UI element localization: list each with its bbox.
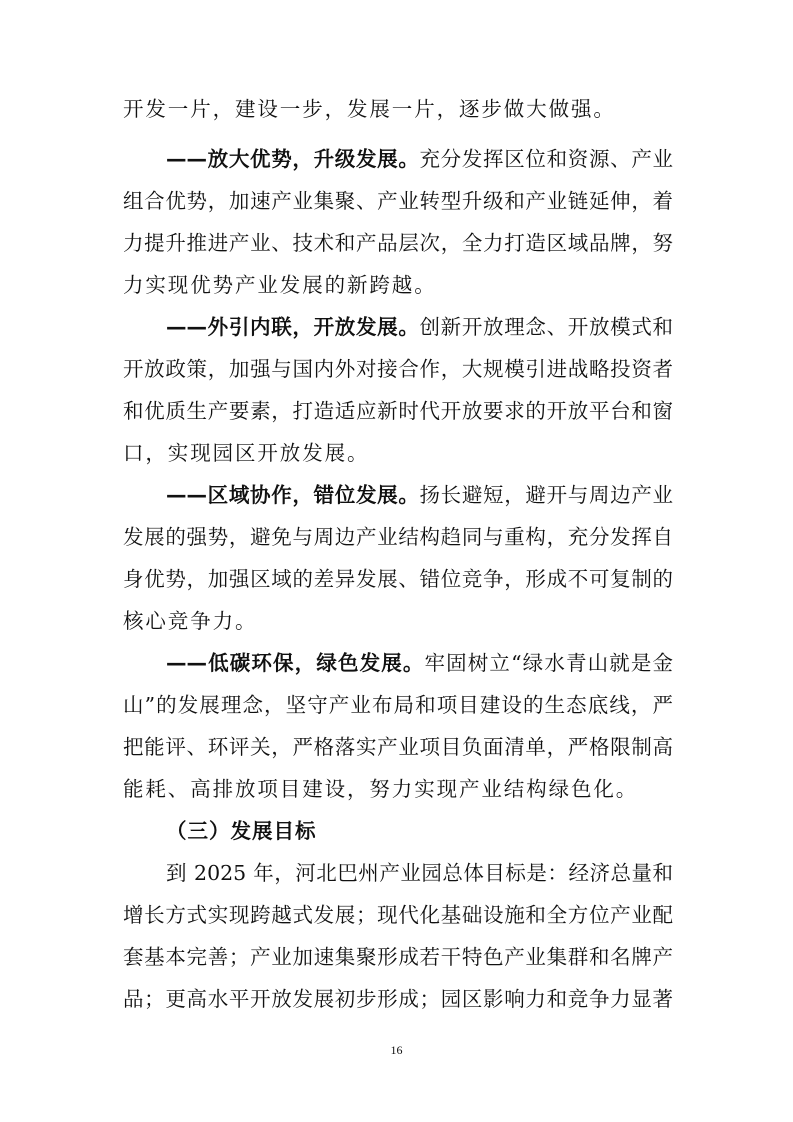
principle-text: 扬长避短，避开与周边产业 (419, 483, 673, 507)
text-line: 把能评、环评关，严格落实产业项目负面清单，严格限制高 (123, 735, 673, 759)
text-line: 山”的发展理念，坚守产业布局和项目建设的生态底线，严 (123, 693, 673, 717)
principle-text: 创新开放理念、开放模式和 (419, 315, 673, 339)
principle-first-line (166, 314, 673, 340)
text-line: 品；更高水平开放发展初步形成；园区影响力和竞争力显著 (123, 987, 673, 1011)
text-line: 身优势，加强区域的差异发展、错位竞争，形成不可复制的 (123, 567, 673, 591)
principle-title: ——放大优势，升级发展。 (166, 147, 420, 171)
goal-first-line: 到 2025 年，河北巴州产业园总体目标是：经济总量和 (166, 861, 673, 885)
principle-title: ——低碳环保，绿色发展。 (166, 651, 425, 675)
text-line: 增长方式实现跨越式发展；现代化基础设施和全方位产业配 (123, 903, 673, 927)
principle-text: 牢固树立“绿水青山就是金 (424, 651, 674, 675)
text-line: 核心竞争力。 (123, 609, 258, 633)
text-line: 开发一片，建设一步，发展一片，逐步做大做强。 (123, 97, 616, 121)
section-heading: （三）发展目标 (166, 819, 317, 843)
text-line: 能耗、高排放项目建设，努力实现产业结构绿色化。 (123, 777, 639, 801)
principle-first-line (166, 146, 673, 172)
text-line: 和优质生产要素，打造适应新时代开放要求的开放平台和窗 (123, 399, 673, 423)
text-line: 套基本完善；产业加速集聚形成若干特色产业集群和名牌产 (123, 945, 673, 969)
text-line: 发展的强势，避免与周边产业结构趋同与重构，充分发挥自 (123, 525, 673, 549)
principle-title: ——外引内联，开放发展。 (166, 315, 420, 339)
principle-text: 充分发挥区位和资源、产业 (419, 147, 673, 171)
text-line: 口，实现园区开放发展。 (123, 441, 370, 465)
page-number: 16 (390, 1043, 403, 1057)
text-line: 力提升推进产业、技术和产品层次，全力打造区域品牌，努 (123, 231, 673, 255)
principle-first-line (166, 650, 673, 676)
principle-title: ——区域协作，错位发展。 (166, 483, 420, 507)
principle-first-line (166, 482, 673, 508)
text-line: 力实现优势产业发展的新跨越。 (123, 273, 437, 297)
text-line: 开放政策，加强与国内外对接合作，大规模引进战略投资者 (123, 357, 673, 381)
text-line: 组合优势，加速产业集聚、产业转型升级和产业链延伸，着 (123, 189, 673, 213)
